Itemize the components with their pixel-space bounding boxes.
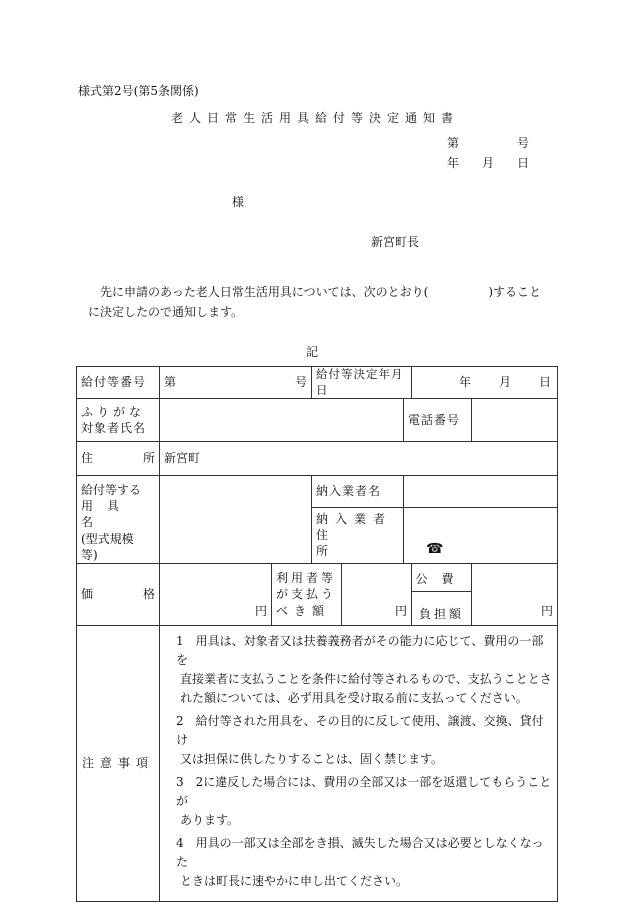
- notes-label: 注意事項: [77, 625, 160, 901]
- name-label: 対象者氏名: [81, 421, 147, 436]
- vendor-addr-label-2: 住所: [316, 528, 373, 559]
- kyufu-no-suffix: 号: [294, 375, 307, 390]
- note-1: 1 用具は、対象者又は扶養義務者がその能力に応じて、費用の一部を 直接業者に支払うことを条件に給付等されるもので、支払うこととさ れた額については、必ず用具を受け取る前に支払ってください。: [176, 633, 552, 705]
- item-label-cell: [77, 476, 160, 564]
- vendor-addr-value[interactable]: [404, 507, 558, 563]
- address-label-1: 住: [81, 451, 94, 466]
- name-label-cell: [77, 399, 160, 442]
- address-label-cell: [77, 442, 160, 476]
- vendor-name-value[interactable]: [404, 476, 558, 508]
- decision-date-label: 給付等決定年月日: [312, 367, 412, 399]
- body-line-2: に決定したので通知します。: [88, 305, 244, 319]
- address-value[interactable]: 新宮町: [160, 442, 558, 476]
- public-label-1: 公費: [412, 567, 471, 592]
- ki-heading: 記: [306, 345, 319, 359]
- phone-label: 電話番号: [404, 399, 472, 442]
- note-4: 4 用具の一部又は全部をき損、滅失した場合又は必要としなくなった ときは町長に速やかに申し出てください。: [176, 835, 544, 888]
- price-label-1: 価: [81, 587, 94, 602]
- phone-value[interactable]: [472, 399, 558, 442]
- item-label-3: (型式規模: [81, 531, 134, 546]
- decision-day: 日: [539, 375, 552, 390]
- user-pay-label-cell: [272, 563, 342, 625]
- price-label-2: 格: [142, 587, 155, 602]
- user-pay-value[interactable]: [342, 563, 412, 625]
- furigana-label: ふりがな: [81, 404, 146, 419]
- document-title: 老人日常生活用具給付等決定通知書: [170, 111, 459, 125]
- form-table: [76, 366, 558, 902]
- notes-list: [160, 625, 558, 901]
- name-value[interactable]: [160, 399, 404, 442]
- item-label-4: 等): [81, 547, 98, 562]
- public-label-cell: [412, 563, 472, 625]
- kyufu-no-label: 給付等番号: [77, 367, 160, 399]
- form-number: 様式第2号(第5条関係): [78, 84, 199, 98]
- user-pay-label-2: が支払う: [276, 587, 337, 602]
- doc-no-suffix: 号: [517, 136, 530, 150]
- user-pay-yen: 円: [395, 603, 408, 618]
- note-2: 2 給付等された用具を、その目的に反して使用、譲渡、交換、貸付け 又は担保に供したりすることは、固く禁じます。: [176, 713, 544, 766]
- item-value[interactable]: [160, 476, 312, 564]
- kyufu-no-cell: [160, 367, 312, 399]
- address-label-2: 所: [142, 451, 155, 466]
- issuer: 新宮町長: [371, 235, 420, 249]
- price-yen: 円: [254, 603, 267, 618]
- body-line-1: 先に申請のあった老人日常生活用具については、次のとおり( )すること: [100, 285, 542, 299]
- price-value[interactable]: [160, 563, 272, 625]
- addressee-suffix: 様: [232, 195, 245, 209]
- decision-date-cell: [412, 367, 558, 399]
- vendor-addr-label-cell: [312, 507, 404, 563]
- vendor-addr-label-1: 納入業者: [316, 512, 393, 527]
- public-value[interactable]: [472, 563, 558, 625]
- vendor-name-label: 納入業者名: [312, 476, 404, 508]
- telephone-icon: ☎: [426, 541, 444, 558]
- user-pay-label-1: 利用者等: [276, 571, 337, 586]
- decision-month: 月: [499, 375, 512, 390]
- user-pay-label-3: べき額: [276, 603, 331, 618]
- price-label-cell: [77, 563, 160, 625]
- public-yen: 円: [541, 603, 554, 618]
- item-label-2: 用具名: [81, 499, 134, 530]
- decision-year: 年: [458, 375, 471, 390]
- kyufu-no-prefix: 第: [164, 375, 177, 390]
- date-month: 月: [482, 156, 495, 170]
- date-year: 年: [447, 156, 460, 170]
- item-label-1: 給付等する: [81, 483, 142, 498]
- public-label-2: 負担額: [419, 606, 465, 621]
- doc-no-prefix: 第: [447, 136, 460, 150]
- note-3: 3 2に違反した場合には、費用の全部又は一部を返還してもらうことが あります。: [176, 774, 552, 827]
- date-day: 日: [517, 156, 530, 170]
